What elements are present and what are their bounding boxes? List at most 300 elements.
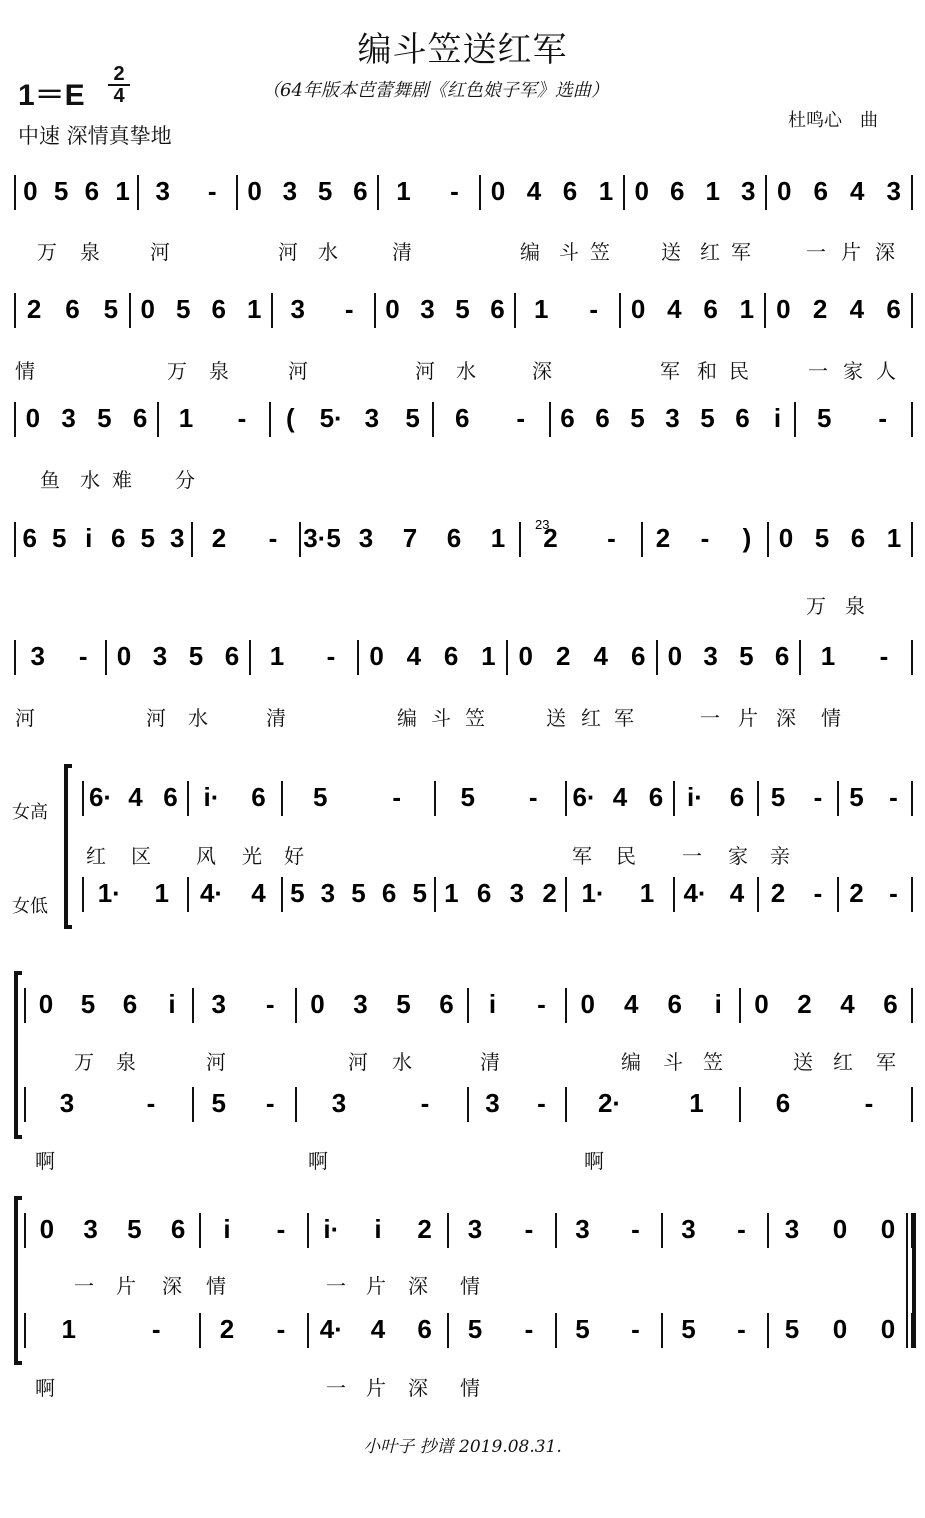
lyric-syllable: 人 <box>876 359 896 383</box>
lyric-syllable: 片 <box>366 1274 386 1298</box>
note: 3 <box>353 989 368 1019</box>
lyric-syllable: 水 <box>392 1050 412 1074</box>
extension-dash: - <box>237 403 247 433</box>
note: 6 <box>381 878 397 908</box>
lyric-syllable: 斗 <box>663 1050 683 1074</box>
note: 3 <box>364 403 380 433</box>
lyric-syllable: 深 <box>875 240 895 264</box>
lyric-syllable: 深 <box>408 1274 428 1298</box>
note: 1 <box>705 176 720 206</box>
note: 6· <box>88 782 113 812</box>
extension-dash: - <box>392 782 402 812</box>
extension-dash: - <box>889 782 898 812</box>
note: 4· <box>683 878 707 908</box>
lyric-syllable: 军 <box>660 359 680 383</box>
note: i <box>488 989 497 1019</box>
extension-dash: - <box>889 878 898 908</box>
note: 0 <box>880 1314 896 1344</box>
extension-dash: - <box>607 523 616 553</box>
note: 1 <box>534 294 549 324</box>
note: 5 <box>700 403 715 433</box>
lyric-syllable: 片 <box>738 706 758 730</box>
note: 0 <box>634 176 649 206</box>
note: 6 <box>417 1314 432 1344</box>
note: 3 <box>155 176 170 206</box>
note: 6 <box>595 403 610 433</box>
note: 2 <box>26 294 42 324</box>
lyric-syllable: 斗 <box>431 706 451 730</box>
note: 4 <box>406 641 422 671</box>
note: 6 <box>703 294 718 324</box>
extension-dash: - <box>878 403 888 433</box>
extension-dash: - <box>265 1088 275 1118</box>
note: 6 <box>132 403 148 433</box>
lyric-syllable: 编 <box>397 706 417 730</box>
note: 3 <box>83 1214 98 1244</box>
note: 2 <box>543 523 558 553</box>
note: 3 <box>331 1088 347 1118</box>
extension-dash: - <box>450 176 459 206</box>
note: i· <box>323 1214 340 1244</box>
note: 6 <box>735 403 750 433</box>
note: 4 <box>128 782 143 812</box>
note: 4 <box>526 176 542 206</box>
note: 0 <box>38 989 54 1019</box>
note: 0 <box>140 294 155 324</box>
note: 2 <box>849 878 864 908</box>
note: 6 <box>170 1214 186 1244</box>
note: 3 <box>320 878 336 908</box>
note: 5 <box>575 1314 590 1344</box>
note: 3 <box>211 989 226 1019</box>
lyric-syllable: 编 <box>520 240 540 264</box>
lyric-syllable: 送 <box>546 706 566 730</box>
note: 3 <box>741 176 756 206</box>
note: 1 <box>61 1314 76 1344</box>
lyric-syllable: 清 <box>392 240 412 264</box>
note: 0 <box>630 294 646 324</box>
note: 0 <box>580 989 595 1019</box>
lyric-syllable: 一 <box>326 1376 346 1400</box>
note: i· <box>687 782 703 812</box>
extension-dash: - <box>537 989 546 1019</box>
lyric-syllable: 河 <box>278 240 298 264</box>
extension-dash: - <box>268 523 278 553</box>
note: 6 <box>84 176 100 206</box>
note: 2 <box>655 523 671 553</box>
note: 0 <box>490 176 506 206</box>
lyric-syllable: 清 <box>480 1050 500 1074</box>
note: 6 <box>455 403 470 433</box>
note: 4 <box>370 1314 386 1344</box>
note: 1 <box>820 641 836 671</box>
meter-bottom: 4 <box>113 85 125 107</box>
lyric-syllable: 泉 <box>80 240 100 264</box>
lyric-syllable: 水 <box>80 468 100 492</box>
lyrics-line <box>0 1372 925 1400</box>
note: 3 <box>509 878 525 908</box>
lyric-syllable: 一 <box>806 240 826 264</box>
transcriber-credit: 小叶子 抄谱 2019.08.31. <box>363 1437 562 1457</box>
note: 0 <box>116 641 132 671</box>
lyric-syllable: 水 <box>318 240 338 264</box>
note: i <box>168 989 176 1019</box>
note: 1 <box>598 176 614 206</box>
lyric-syllable: 家 <box>728 844 748 868</box>
note: 5 <box>140 523 155 553</box>
lyric-syllable: 一 <box>74 1274 94 1298</box>
note: 6 <box>813 176 828 206</box>
lyric-syllable: 片 <box>366 1376 386 1400</box>
note: 3 <box>59 1088 75 1118</box>
extension-dash: - <box>344 294 354 324</box>
note: 6 <box>476 878 492 908</box>
note: 2 <box>542 878 557 908</box>
lyric-syllable: 啊 <box>584 1149 604 1173</box>
note: 3 <box>467 1214 483 1244</box>
note: 5 <box>739 641 754 671</box>
part-label-alto: 女低 <box>12 896 48 917</box>
note: 6 <box>446 523 462 553</box>
lyric-syllable: 鱼 <box>40 468 60 492</box>
note: 0 <box>667 641 683 671</box>
note: 3 <box>358 523 374 553</box>
note: 5 <box>849 782 864 812</box>
note: 1 <box>739 294 755 324</box>
note: 2 <box>797 989 812 1019</box>
note: 6 <box>562 176 578 206</box>
note: 1 <box>481 641 496 671</box>
grace-note: 23 <box>535 517 550 532</box>
lyric-syllable: 一 <box>700 706 720 730</box>
note: 6 <box>443 641 459 671</box>
note: 1 <box>490 523 506 553</box>
note: 0 <box>776 294 791 324</box>
note: 6 <box>883 989 898 1019</box>
extension-dash: - <box>631 1214 640 1244</box>
note: 6 <box>560 403 575 433</box>
extension-dash: - <box>737 1314 746 1344</box>
note: 4 <box>251 878 266 908</box>
extension-dash: - <box>516 403 526 433</box>
lyric-syllable: 河 <box>348 1050 368 1074</box>
note: 5 <box>455 294 470 324</box>
note: 3 <box>784 1214 800 1244</box>
note: 5 <box>412 878 427 908</box>
lyric-syllable: 情 <box>460 1376 480 1400</box>
lyrics-line <box>0 355 925 383</box>
note: 6 <box>774 641 790 671</box>
lyric-syllable: 亲 <box>770 844 790 868</box>
note: 3 <box>703 641 718 671</box>
note: 5 <box>770 782 786 812</box>
note: 0 <box>777 176 792 206</box>
note: 4· <box>199 878 224 908</box>
note: 3 <box>170 523 185 553</box>
lyric-syllable: 片 <box>116 1274 136 1298</box>
lyric-syllable: 河 <box>288 359 308 383</box>
note: 7 <box>402 523 418 553</box>
lyric-syllable: 红 <box>700 240 720 264</box>
lyric-syllable: 深 <box>532 359 552 383</box>
note: 3 <box>282 176 298 206</box>
lyric-syllable: 啊 <box>308 1149 328 1173</box>
subtitle: （64年版本芭蕾舞剧《红色娘子军》选曲） <box>262 80 609 101</box>
note: 5 <box>290 878 305 908</box>
lyric-syllable: 万 <box>167 359 187 383</box>
note: 1 <box>689 1088 704 1118</box>
extension-dash: - <box>524 1314 534 1344</box>
note: 4 <box>593 641 608 671</box>
extension-dash: - <box>265 989 275 1019</box>
lyrics-line <box>0 1270 925 1298</box>
note: i <box>773 403 782 433</box>
meter-top: 2 <box>108 64 130 86</box>
lyric-syllable: 啊 <box>35 1149 55 1173</box>
lyric-syllable: 编 <box>621 1050 641 1074</box>
extension-dash: - <box>864 1088 874 1118</box>
extension-dash: - <box>420 1088 430 1118</box>
extension-dash: - <box>146 1088 156 1118</box>
lyric-syllable: 泉 <box>116 1050 136 1074</box>
note: 5 <box>467 1314 483 1344</box>
lyric-syllable: 和 <box>697 359 717 383</box>
lyric-syllable: 情 <box>460 1274 480 1298</box>
lyric-syllable: 红 <box>581 706 601 730</box>
lyrics-line <box>0 464 925 492</box>
lyric-syllable: 红 <box>833 1050 853 1074</box>
note: 0 <box>369 641 384 671</box>
note: 5 <box>211 1088 226 1118</box>
extension-dash: - <box>813 782 823 812</box>
note: 4· <box>319 1314 343 1344</box>
lyric-syllable: 笠 <box>465 706 485 730</box>
note: 5 <box>630 403 645 433</box>
note: 0 <box>385 294 400 324</box>
lyric-syllable: 水 <box>188 706 208 730</box>
note: 4 <box>624 989 639 1019</box>
note: 4 <box>729 878 745 908</box>
lyric-syllable: 民 <box>729 359 749 383</box>
extension-dash: - <box>528 782 538 812</box>
lyric-syllable: 河 <box>206 1050 226 1074</box>
note: 4 <box>667 294 682 324</box>
note: 3 <box>886 176 901 206</box>
note: 6 <box>490 294 505 324</box>
note: 6 <box>251 782 266 812</box>
tempo-marking: 中速 深情真挚地 <box>18 124 172 148</box>
note: 1 <box>178 403 194 433</box>
lyric-syllable: 分 <box>175 468 195 492</box>
note: 4 <box>840 989 855 1019</box>
note: 3 <box>575 1214 590 1244</box>
lyric-syllable: 一 <box>682 844 702 868</box>
note: 2 <box>556 641 571 671</box>
lyrics-line <box>0 1145 925 1173</box>
note: 0 <box>832 1314 848 1344</box>
note: 5 <box>53 176 69 206</box>
lyric-syllable: 军 <box>731 240 751 264</box>
note: 6 <box>886 294 901 324</box>
extension-dash: - <box>524 1214 534 1244</box>
lyric-syllable: 河 <box>415 359 435 383</box>
note: 3 <box>152 641 168 671</box>
lyric-syllable: 泉 <box>845 594 865 618</box>
note: 5 <box>80 989 96 1019</box>
extension-dash: - <box>700 523 710 553</box>
note: 5 <box>681 1314 696 1344</box>
lyrics-line <box>0 702 925 730</box>
note: i <box>85 523 93 553</box>
lyric-syllable: 深 <box>408 1376 428 1400</box>
note: 0 <box>518 641 533 671</box>
note: 0 <box>832 1214 848 1244</box>
extension-dash: - <box>207 176 217 206</box>
lyric-syllable: 情 <box>206 1274 226 1298</box>
extension-dash: - <box>78 641 88 671</box>
note: 6 <box>670 176 685 206</box>
note: 3 <box>290 294 305 324</box>
lyric-syllable: 水 <box>456 359 476 383</box>
note: 6 <box>729 782 745 812</box>
note: 0 <box>25 403 41 433</box>
extension-dash: - <box>537 1088 546 1118</box>
lyric-syllable: 家 <box>843 359 863 383</box>
extension-dash: - <box>879 641 889 671</box>
note: 6 <box>648 782 664 812</box>
lyric-syllable: 万 <box>74 1050 94 1074</box>
note: 1 <box>396 176 411 206</box>
note: 5· <box>319 403 343 433</box>
extension-dash: - <box>589 294 599 324</box>
note: 6 <box>439 989 454 1019</box>
note: 5 <box>784 1314 800 1344</box>
extension-dash: - <box>737 1214 746 1244</box>
lyric-syllable: 河 <box>146 706 166 730</box>
note: 1 <box>886 523 902 553</box>
note: 2 <box>770 878 786 908</box>
lyric-syllable: 片 <box>841 240 861 264</box>
note: 6 <box>163 782 178 812</box>
extension-dash: - <box>326 641 336 671</box>
lyric-syllable: 情 <box>15 359 35 383</box>
note: 5 <box>97 403 112 433</box>
note: 1 <box>639 878 655 908</box>
note: ( <box>286 403 295 433</box>
lyric-syllable: 笠 <box>703 1050 723 1074</box>
lyric-syllable: 啊 <box>35 1376 55 1400</box>
note: 0 <box>310 989 325 1019</box>
note: 5 <box>460 782 475 812</box>
lyric-syllable: 笠 <box>590 240 610 264</box>
lyric-syllable: 军 <box>572 844 592 868</box>
note: 3 <box>681 1214 696 1244</box>
lyrics-line <box>0 590 925 618</box>
lyric-syllable: 军 <box>876 1050 896 1074</box>
note: 1 <box>444 878 459 908</box>
note: 6 <box>224 641 240 671</box>
note: 1 <box>247 294 262 324</box>
note: 1· <box>581 878 605 908</box>
extension-dash: - <box>276 1214 286 1244</box>
note: 6 <box>631 641 646 671</box>
note: 3 <box>30 641 45 671</box>
note: 3 <box>485 1088 500 1118</box>
note: 0 <box>754 989 769 1019</box>
note: 6 <box>211 294 226 324</box>
lyric-syllable: 风 <box>196 844 216 868</box>
note: 2· <box>597 1088 622 1118</box>
note: 2 <box>812 294 828 324</box>
score-title: 编斗笠送红军 <box>357 30 568 70</box>
note: 2 <box>211 523 227 553</box>
lyric-syllable: 区 <box>131 844 151 868</box>
note: 2 <box>417 1214 432 1244</box>
lyric-syllable: 送 <box>793 1050 813 1074</box>
lyric-syllable: 一 <box>808 359 828 383</box>
extension-dash: - <box>813 878 823 908</box>
key-signature: 1＝E <box>18 79 85 112</box>
note: 5 <box>313 782 328 812</box>
note: i <box>374 1214 382 1244</box>
extension-dash: - <box>631 1314 640 1344</box>
lyric-syllable: 送 <box>661 240 681 264</box>
lyric-syllable: 难 <box>112 468 132 492</box>
note: 6 <box>775 1088 791 1118</box>
note: 6 <box>122 989 138 1019</box>
note: 4 <box>612 782 628 812</box>
note: ) <box>742 523 752 553</box>
note: 5 <box>396 989 411 1019</box>
note: 1 <box>154 878 169 908</box>
note: 6 <box>850 523 866 553</box>
lyric-syllable: 深 <box>162 1274 182 1298</box>
note: 6 <box>111 523 126 553</box>
note: 3 <box>61 403 76 433</box>
lyric-syllable: 河 <box>15 706 35 730</box>
note: 1 <box>269 641 285 671</box>
note: 1 <box>115 176 130 206</box>
note: i <box>223 1214 231 1244</box>
lyric-syllable: 万 <box>806 594 826 618</box>
lyric-syllable: 万 <box>37 240 57 264</box>
lyric-syllable: 好 <box>284 844 304 868</box>
extension-dash: - <box>276 1314 286 1344</box>
note: i· <box>203 782 220 812</box>
note: 6· <box>572 782 596 812</box>
lyric-syllable: 军 <box>614 706 634 730</box>
lyric-syllable: 清 <box>266 706 286 730</box>
note: 5 <box>176 294 191 324</box>
note: 6 <box>65 294 80 324</box>
note: 0 <box>880 1214 896 1244</box>
lyric-syllable: 红 <box>86 844 106 868</box>
note: 5 <box>405 403 420 433</box>
composer: 杜鸣心 曲 <box>788 110 878 131</box>
lyric-syllable: 河 <box>150 240 170 264</box>
note: 4 <box>850 176 865 206</box>
part-label-soprano: 女高 <box>12 802 48 823</box>
lyrics-line <box>0 840 925 868</box>
note: 2 <box>219 1314 235 1344</box>
note: 5 <box>52 523 67 553</box>
lyric-syllable: 光 <box>242 844 262 868</box>
note: 6 <box>22 523 37 553</box>
note: 4 <box>849 294 865 324</box>
lyric-syllable: 泉 <box>209 359 229 383</box>
note: 3 <box>665 403 680 433</box>
note: 0 <box>247 176 262 206</box>
